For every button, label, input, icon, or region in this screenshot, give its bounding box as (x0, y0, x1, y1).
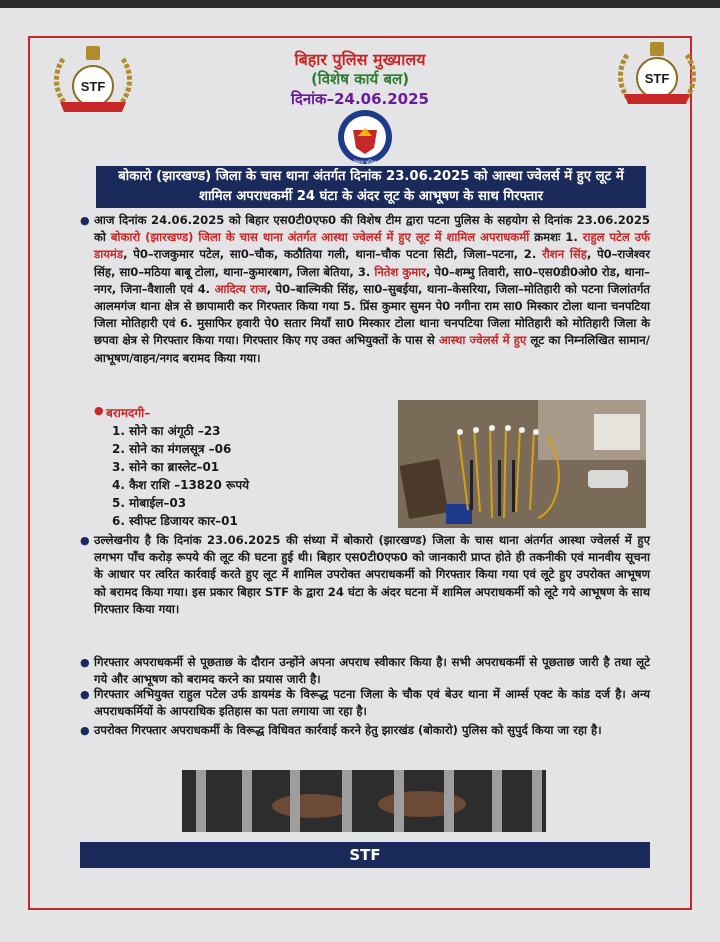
stf-logo-left-text: STF (80, 79, 106, 94)
paragraph-incident-summary: ● उल्लेखनीय है कि दिनांक 23.06.2025 की संध्या में बोकारो (झारखण्ड) जिला के चास थाना अंतर्गत आस्था ज्वेलर्स में हुए लगभग पाँच करोड़ रूपये की लूट की घटना हुई थी। बिहार एस0टी0एफ0 को जानकारी प्राप्त होते ही तकनीकी एवं मानवीय सूचना के आधार पर त्वरित कार्रवाई करते हुए लूट में शामिल उपरोक्त अपराधकर्मी को गिरफ्तार किया गया एवं लूटे हुए उपरोक्त आभूषण को बरामद किया गया। इस प्रकार बिहार STF के द्वारा 24 घंटा के अंदर घटना में शामिल अपराधकर्मी को लूटे गये आभूषण के साथ गिरफ्तार किया गया। (80, 533, 650, 616)
bihar-police-emblem (336, 108, 394, 168)
bullet-icon: ● (94, 404, 104, 417)
paragraph-handover: ● उपरोक्त गिरफ्तार अपराधकर्मी के विरूद्ध विधिवत कार्रवाई करने हेतु झारखंड (बोकारो) पुलिस को सुपुर्द किया जा रहा है। (94, 722, 650, 739)
bullet-icon: ● (80, 688, 90, 701)
paragraph-interrogation: ● गिरफ्तार अपराधकर्मी से पूछताछ के दौरान उन्होंने अपना अपराध स्वीकार किया है। सभी अपराधकर्मी से पूछताछ जारी है तथा लूटे गये और आभूषण को बरामद करने का प्रयास जारी है। (80, 655, 650, 687)
bullet-icon: ● (80, 656, 90, 669)
paragraph-arrest-details: ● आज दिनांक 24.06.2025 को बिहार एस0टी0एफ0 की विशेष टीम द्वारा पटना पुलिस के सहयोग से दिनांक 23.06.2025 को बोकारो (झारखण्ड) जिला के चास थाना अंतर्गत आस्था ज्वेलर्स में हुए लूट में शामिल अपराधकर्मी क्रमशः 1. राहुल पटेल उर्फ डायमंड, पे0–राजकुमार पटेल, सा0–चौक, कठौतिया गली, थाना–चौक पटना सिटी, जिला–पटना, 2. रौशन सिंह, पे0–राजेश्वर सिंह, सा0–मठिया बाबू टोला, थाना–कुमारबाग, जिला बेतिया, 3. नितेश कुमार, पे0–शम्भु तिवारी, सा0–एस0डी0ओ0 रोड, थाना–नगर, जिना–वैशाली एवं 4. आदित्य राज, पे0–बाल्मिकी सिंह, सा0–सुबईया, थाना–केसरिया, जिला–मोतिहारी को पटना जिलांतर्गत आलमगंज थाना क्षेत्र से छापामारी कर गिरफ्तार किया गया 5. प्रिंस कुमार सुमन पे0 नगीना राम सा0 मिस्कार टोला थाना चनपटिया जिला मोतिहारी एवं 6. मुसाफिर हवारी पे0 सतार मियाँ सा0 मिस्कार टोला थाना चनपटिया जिला मोतिहारी को मोतिहारी जिला के छपवा क्षेत्र से गिरफ्तार किया गया। गिरफ्तार किए गए उक्त अभियुक्तों के पास से आस्था ज्वेलर्स में हुए लूट का निम्नलिखित सामान/आभूषण/वाहन/नगद बरामद किया गया। (80, 213, 650, 365)
list-item: 5. मोबाईल–03 (112, 496, 187, 510)
list-item: 4. कैश राशि –13820 रूपये (112, 478, 250, 492)
stf-logo-right (614, 38, 700, 114)
stf-logo-right-text: STF (644, 71, 670, 86)
footer-banner: STF (80, 842, 650, 868)
list-item: 2. सोने का मंगलसूत्र –06 (112, 442, 232, 456)
list-item: 6. स्वीफ्ट डिजायर कार–01 (112, 514, 238, 528)
top-status-bar (0, 0, 720, 8)
recovery-list (112, 422, 249, 530)
bullet-icon: ● (80, 534, 90, 547)
stf-logo-left (50, 42, 136, 118)
header-title: बिहार पुलिस मुख्यालय (294, 50, 426, 69)
bullet-icon: ● (80, 724, 90, 737)
paragraph-criminal-history: ● गिरफ्तार अभियुक्त राहुल पटेल उर्फ डायमंड के विरूद्ध पटना जिला के चौक एवं बेउर थाना में आर्म्स एक्ट के कांड दर्ज है। अन्य अपराधकर्मियों के आपराधिक इतिहास का पता लगाया जा रहा है। (80, 687, 650, 719)
emblem-text: बिहार पुलिस (353, 160, 377, 166)
recovered-jewellery-photo (398, 400, 646, 528)
list-item: 1. सोने का अंगूठी –23 (112, 424, 221, 438)
header-subtitle: (विशेष कार्य बल) (310, 70, 410, 88)
bullet-icon: ● (80, 214, 90, 227)
jail-bars-image (182, 770, 546, 832)
list-item: 3. सोने का ब्रास्लेट–01 (112, 460, 220, 474)
recovery-label: बरामदगी– (106, 406, 151, 420)
headline-banner: बोकारो (झारखण्ड) जिला के चास थाना अंतर्गत दिनांक 23.06.2025 को आस्था ज्वेलर्स में हुए लूट में शामिल अपराधकर्मी 24 घंटा के अंदर लूट के आभूषण के साथ गिरफ्तार (96, 166, 646, 208)
header-date: दिनांक–24.06.2025 (291, 90, 429, 108)
